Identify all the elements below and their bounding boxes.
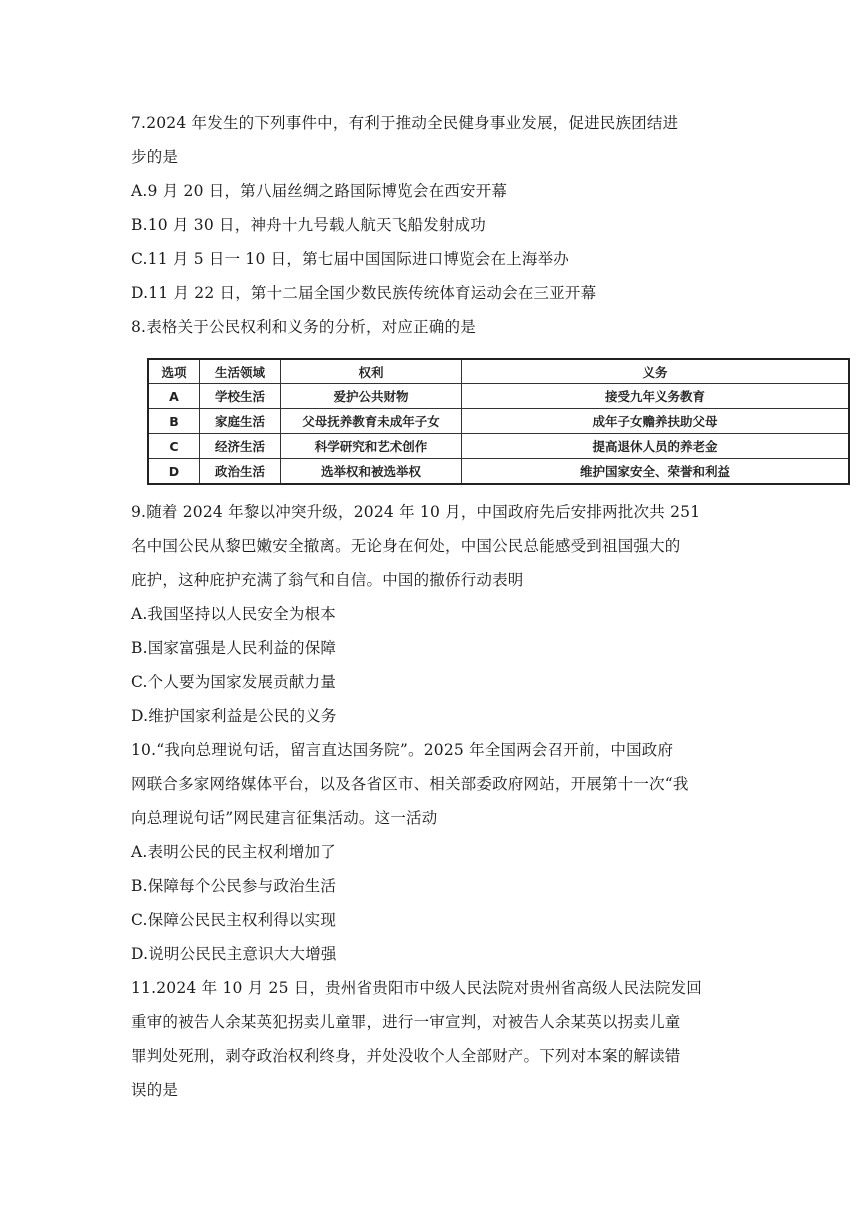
question-8 [131,310,731,485]
table-row [148,409,849,434]
table-cell: A [148,384,200,409]
table-cell: C [148,434,200,459]
question-9 [131,495,731,733]
table-row [148,384,849,409]
question-stem: 网联合多家网络媒体平台，以及各省区市、相关部委政府网站，开展第十一次“我 [131,775,689,793]
table-cell: B [148,409,200,434]
question-stem: 步的是 [131,148,179,166]
table-cell: 学校生活 [200,384,281,409]
column-header: 权利 [281,359,462,384]
option-b: B.国家富强是人民利益的保障 [131,639,337,657]
table-cell: 爱护公共财物 [281,384,462,409]
option-c: C.个人要为国家发展贡献力量 [131,673,337,691]
option-d: D.说明公民民主意识大大增强 [131,945,337,963]
option-c: C.11 月 5 日一 10 日，第七届中国国际进口博览会在上海举办 [131,250,569,268]
question-stem: 7.2024 年发生的下列事件中，有利于推动全民健身事业发展，促进民族团结进 [131,114,679,132]
table-cell: 科学研究和艺术创作 [281,434,462,459]
table-cell: 父母抚养教育未成年子女 [281,409,462,434]
table-cell: 成年子女赡养扶助父母 [462,409,850,434]
question-11 [131,971,731,1107]
option-a: A.我国坚持以人民安全为根本 [131,605,336,623]
question-stem: 8.表格关于公民权利和义务的分析，对应正确的是 [131,318,476,336]
option-d: D.11 月 22 日，第十二届全国少数民族传统体育运动会在三亚开幕 [131,284,597,302]
question-stem: 11.2024 年 10 月 25 日，贵州省贵阳市中级人民法院对贵州省高级人民法院发回 [131,979,702,997]
table-cell: 接受九年义务教育 [462,384,850,409]
question-stem: 名中国公民从黎巴嫩安全撤离。无论身在何处，中国公民总能感受到祖国强大的 [131,537,681,555]
option-b: B.10 月 30 日，神舟十九号载人航天飞船发射成功 [131,216,486,234]
option-a: A.表明公民的民主权利增加了 [131,843,336,861]
question-stem: 10.“我向总理说句话，留言直达国务院”。2025 年全国两会召开前，中国政府 [131,741,674,759]
table-cell: 提高退休人员的养老金 [462,434,850,459]
option-a: A.9 月 20 日，第八届丝绸之路国际博览会在西安开幕 [131,182,508,200]
question-stem: 罪判处死刑，剥夺政治权利终身，并处没收个人全部财产。下列对本案的解读错 [131,1047,681,1065]
rights-duties-table [147,358,850,485]
table-cell: 选举权和被选举权 [281,459,462,485]
table-cell: 经济生活 [200,434,281,459]
question-content [131,106,731,1107]
question-stem: 9.随着 2024 年黎以冲突升级，2024 年 10 月，中国政府先后安排两批次共 251 [131,503,701,521]
question-stem: 向总理说句话”网民建言征集活动。这一活动 [131,809,438,827]
table-header-row [148,359,849,384]
question-stem: 庇护，这种庇护充满了翁气和自信。中国的撤侨行动表明 [131,571,524,589]
table-row [148,434,849,459]
option-b: B.保障每个公民参与政治生活 [131,877,337,895]
column-header: 义务 [462,359,850,384]
option-c: C.保障公民民主权利得以实现 [131,911,337,929]
rights-duties-table-wrap [147,358,850,485]
table-row [148,459,849,485]
column-header: 生活领域 [200,359,281,384]
option-d: D.维护国家利益是公民的义务 [131,707,337,725]
question-stem: 重审的被告人余某英犯拐卖儿童罪，进行一审宣判，对被告人余某英以拐卖儿童 [131,1013,681,1031]
table-cell: 政治生活 [200,459,281,485]
table-cell: D [148,459,200,485]
column-header: 选项 [148,359,200,384]
question-7 [131,106,731,310]
table-cell: 家庭生活 [200,409,281,434]
table-cell: 维护国家安全、荣誉和利益 [462,459,850,485]
question-stem: 误的是 [131,1081,179,1099]
question-10 [131,733,731,971]
